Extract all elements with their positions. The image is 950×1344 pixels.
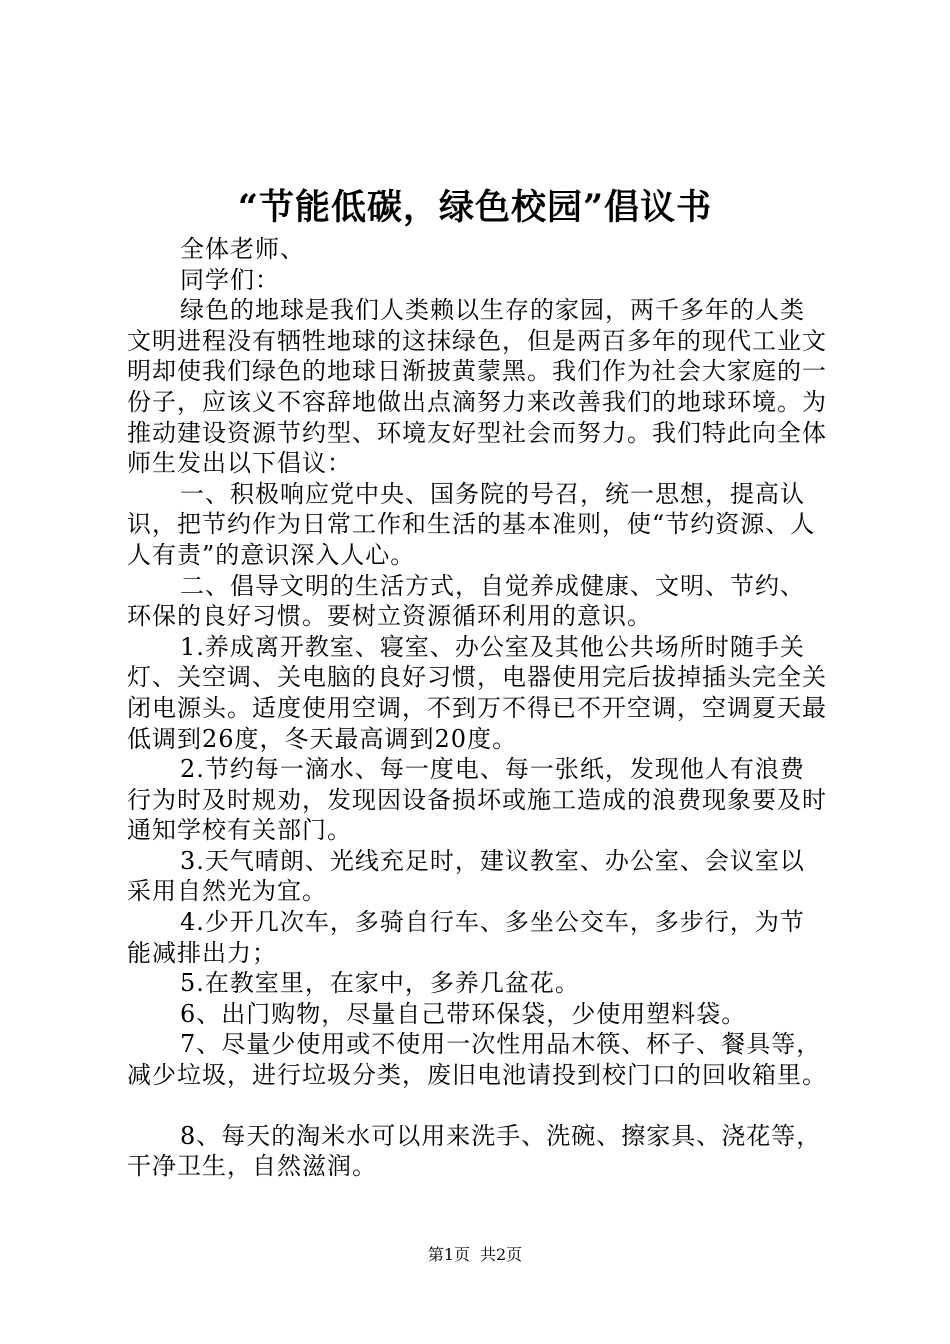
paragraph-item-6: 6、出门购物，尽量自己带环保袋，少使用塑料袋。 bbox=[180, 999, 747, 1028]
paragraph-item-8: 8、每天的淘米水可以用来洗手、洗碗、擦家具、浇花等，干净卫生，自然滋润。 bbox=[127, 1121, 822, 1181]
paragraph-proposal-2: 二、倡导文明的生活方式，自觉养成健康、文明、节约、环保的良好习惯。要树立资源循环利用的意识。 bbox=[127, 571, 805, 631]
paragraph-item-7: 7、尽量少使用或不使用一次性用品木筷、杯子、餐具等，减少垃圾，进行垃圾分类，废旧电池请投到校门口的回收箱里。 bbox=[127, 1030, 827, 1090]
paragraph-proposal-1: 一、积极响应党中央、国务院的号召，统一思想，提高认识，把节约作为日常工作和生活的基本准则，使“节约资源、人人有责”的意识深入人心。 bbox=[127, 479, 816, 569]
paragraph-item-4: 4.少开几次车，多骑自行车、多坐公交车，多步行，为节能减排出力； bbox=[127, 908, 805, 967]
page-footer bbox=[0, 1244, 950, 1266]
paragraph-item-3: 3.天气晴朗、光线充足时，建议教室、办公室、会议室以采用自然光为宜。 bbox=[127, 846, 805, 906]
paragraph-item-1: 1.养成离开教室、寝室、办公室及其他公共场所时随手关灯、关空调、关电脑的良好习惯，电器使用完后拔掉插头完全关闭电源头。适度使用空调，不到万不得已不开空调，空调夏天最低调到26度，冬天最高调到20度。 bbox=[127, 632, 827, 753]
paragraph-item-2: 2.节约每一滴水、每一度电、每一张纸，发现他人有浪费行为时及时规劝，发现因设备损坏或施工造成的浪费现象要及时通知学校有关部门。 bbox=[127, 755, 827, 845]
paragraph-item-5: 5.在教室里，在家中，多养几盆花。 bbox=[180, 969, 580, 998]
document-body bbox=[127, 234, 827, 1182]
salutation-line-2: 同学们： bbox=[180, 265, 280, 294]
document-title: “节能低碳，绿色校园”倡议书 bbox=[237, 187, 713, 228]
paragraph-intro: 绿色的地球是我们人类赖以生存的家园，两千多年的人类文明进程没有牺牲地球的这抹绿色，但是两百多年的现代工业文明却使我们绿色的地球日渐披黄蒙黑。我们作为社会大家庭的一份子，应该义不容辞地做出点滴努力来改善我们的地球环境。为推动建设资源节约型、环境友好型社会而努力。我们特此向全体师生发出以下倡议： bbox=[127, 296, 827, 478]
salutation-line-1: 全体老师、 bbox=[180, 235, 305, 263]
page-number-total: 共2页 bbox=[480, 1245, 523, 1264]
page-number-current: 第1页 bbox=[427, 1245, 470, 1264]
